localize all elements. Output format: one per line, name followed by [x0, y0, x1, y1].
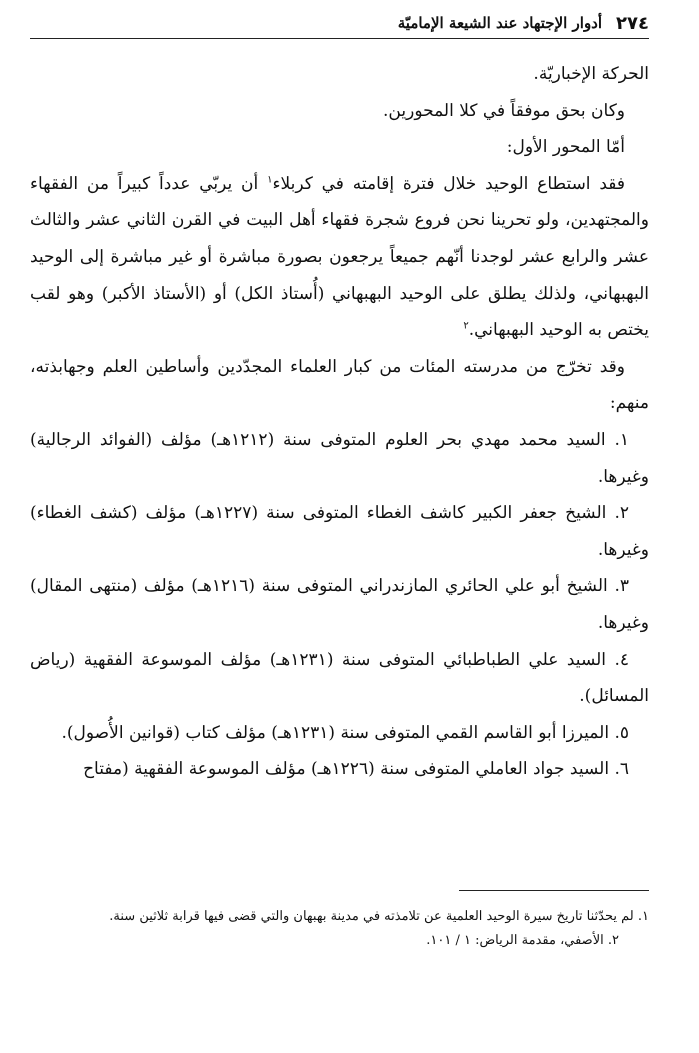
running-title: أدوار الإجتهاد عند الشيعة الإماميّة — [397, 14, 603, 32]
list-item: ٦. السيد جواد العاملي المتوفى سنة (١٢٢٦هـ) مؤلف الموسوعة الفقهية (مفتاح — [83, 759, 629, 780]
list-item: ١. السيد محمد مهدي بحر العلوم المتوفى سنة (١٢١٢هـ) مؤلف (الفوائد الرجالية) وغيرها. — [30, 429, 649, 487]
paragraph-1: الحركة الإخباريّة. — [533, 64, 649, 84]
footnote-separator — [459, 890, 649, 891]
paragraph-3: أمّا المحور الأول: — [506, 137, 625, 158]
footnote-marker-2: ٢ — [463, 320, 469, 332]
footnote-1: ١. لم يحدّثنا تاريخ سيرة الوحيد العلمية عن تلامذته في مدينة بهبهان والتي قضى فيها قرابة ثلاثين سنة. — [109, 909, 649, 924]
footnotes — [30, 905, 649, 953]
footnote-marker-1: ١ — [267, 174, 273, 186]
page-header — [30, 8, 649, 39]
list-item: ٤. السيد علي الطباطبائي المتوفى سنة (١٢٣١هـ) مؤلف الموسوعة الفقهية (رياض المسائل). — [30, 649, 649, 707]
paragraph-5: وقد تخرّج من مدرسته المئات من كبار العلماء المجدّدين وأساطين العلم وجهابذته، منهم: — [30, 356, 649, 414]
list-item: ٣. الشيخ أبو علي الحائري المازندراني المتوفى سنة (١٢١٦هـ) مؤلف (منتهى المقال) وغيرها. — [30, 576, 649, 633]
paragraph-4-text-a: فقد استطاع الوحيد خلال فترة إقامته في كربلاء — [272, 173, 625, 194]
footnote-2: ٢. الأصفي، مقدمة الرياض: ١ / ١٠١. — [426, 933, 619, 948]
paragraph-4-text-b: أن يربّي عدداً كبيراً من الفقهاء والمجتهدين، ولو تحرينا نحن فروع شجرة فقهاء أهل البيت في القرن الثاني عشر والثالث عشر والرابع عشر لوجدنا أنّهم جميعاً يرجعون بصورة مباشرة أو غير مباشرة إلى الوحيد البهبهاني، ولذلك يطلق على الوحيد البهبهاني (أُستاذ الكل) أو (الأستاذ الأكبر) وهو لقب يختص به الوحيد البهبهاني. — [30, 173, 649, 341]
page-number: ٢٧٤ — [616, 12, 649, 34]
list-item: ٥. الميرزا أبو القاسم القمي المتوفى سنة (١٢٣١هـ) مؤلف كتاب (قوانين الأُصول). — [61, 722, 629, 743]
footnote-2-line — [30, 929, 649, 953]
main-text — [30, 56, 649, 788]
paragraph-4 — [30, 166, 649, 349]
paragraph-2: وكان بحق موفقاً في كلا المحورين. — [383, 100, 625, 121]
list-item: ٢. الشيخ جعفر الكبير كاشف الغطاء المتوفى سنة (١٢٢٧هـ) مؤلف (كشف الغطاء) وغيرها. — [30, 503, 649, 560]
